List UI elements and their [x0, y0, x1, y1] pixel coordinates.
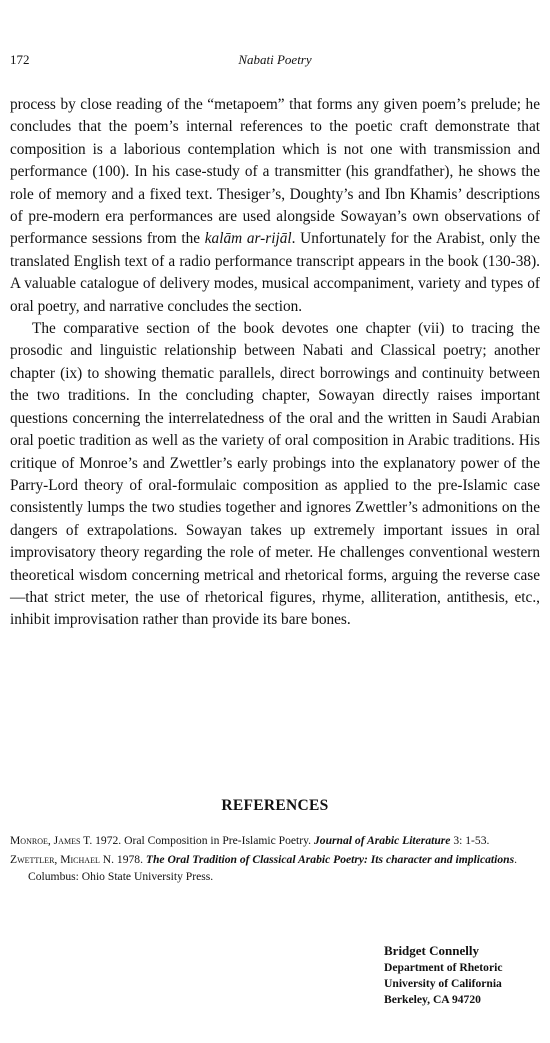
author-location: Berkeley, CA 94720 — [384, 992, 481, 1006]
author-name: Bridget Connelly — [384, 943, 479, 958]
references-list — [10, 832, 542, 887]
reference-title: The Oral Tradition of Classical Arabic Poetry: Its character and implications — [145, 852, 515, 866]
page-number: 172 — [10, 52, 30, 67]
reference-details: N. 1978. — [99, 852, 146, 866]
page-header — [10, 52, 540, 70]
reference-entry — [10, 832, 542, 850]
italic-term: kalām ar-rijāl — [204, 230, 292, 248]
paragraph-1-text: process by close reading of the “metapoem” that forms any given poem’s prelude; he concludes that the poem’s internal references to the poetic craft demonstrate that composition is a laborious contemplation which is not one with transmission and performance (100). In his case-study of a transmitter (his grandfather), he shows the role of memory and a fixed text. Thesiger’s, Doughty’s and Ibn Khamis’ descriptions of pre-modern era performances are used alongside Sowayan’s own observations of performance sessions from the — [10, 96, 540, 248]
running-title: Nabati Poetry — [238, 52, 312, 67]
reference-entry — [10, 851, 542, 886]
reference-author: Zwettler, Michael — [10, 852, 100, 866]
body-text — [10, 94, 540, 632]
paragraph-1 — [10, 94, 540, 318]
author-department: Department of Rhetoric — [384, 961, 503, 974]
reference-details: T. 1972. Oral Composition in Pre-Islamic Poetry. — [80, 834, 314, 847]
author-institution: University of California — [384, 976, 502, 990]
author-signature — [384, 941, 502, 1007]
paragraph-2: The comparative section of the book devotes one chapter (vii) to tracing the prosodic and linguistic relationship between Nabati and Classical poetry; another chapter (ix) to showing thematic parallels, direct borrowings and continuity between the two traditions. In the concluding chapter, Sowayan directly raises important questions concerning the interrelatedness of the oral and the written in Saudi Arabian oral poetic tradition as well as the variety of oral composition in Arabic traditions. His critique of Monroe’s and Zwettler’s early probings into the explanatory power of the Parry-Lord theory of oral-formulaic composition as applied to the pre-Islamic case consistently lumps the two studies together and ignores Zwettler’s admonitions on the dangers of extrapolations. Sowayan takes up extremely important issues in oral improvisatory theory regarding the role of meter. He challenges conventional western theoretical wisdom concerning metrical and rhetorical forms, arguing the reverse case—that strict meter, the use of rhetorical figures, rhyme, alliteration, antithesis, etc., inhibit improvisation rather than provide its bare bones. — [10, 320, 540, 629]
reference-tail: 3: 1-53. — [450, 834, 490, 847]
paragraph-1-tail: . Unfortunately for the Arabist, only the translated English text of a radio performance transcript appears in the book (130-38). A valuable catalogue of delivery modes, musical accompaniment, variety and types of oral poetry, and narrative concludes the section. — [10, 230, 540, 315]
reference-tail: . Columbus: Ohio State University Press. — [28, 852, 518, 884]
reference-journal: Journal of Arabic Literature — [313, 834, 451, 847]
references-heading: REFERENCES — [221, 797, 329, 814]
reference-author: Monroe, James — [10, 834, 81, 847]
